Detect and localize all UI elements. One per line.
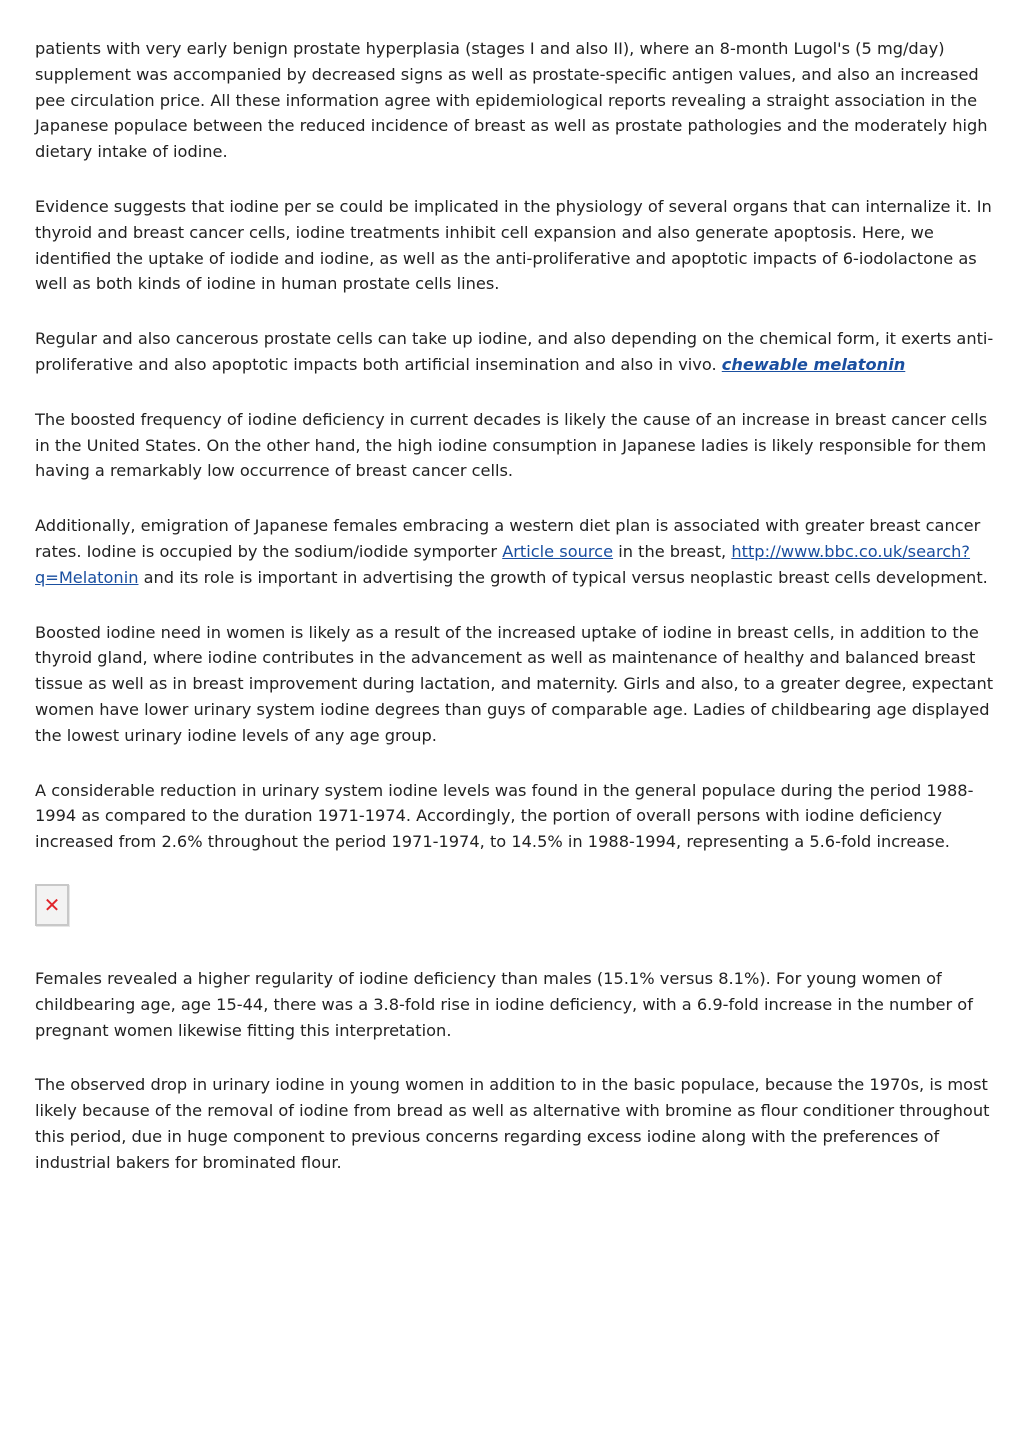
paragraph-6: Boosted iodine need in women is likely as a result of the increased uptake of iodine in breast cells, in addition to the thyroid gland, where iodine contributes in the advancement as well as maintenance of healthy and balanced breast tissue as well as in breast improvement during lactation, and maternity. Girls and also, to a greater degree, expectant women have lower urinary system iodine degrees than guys of comparable age. Ladies of childbearing age displayed the lowest urinary iodine levels of any age group. [35,622,994,745]
broken-image [35,884,69,926]
paragraph-1: patients with very early benign prostate hyperplasia (stages I and also II), where an 8-month Lugol's (5 mg/day) supplement was accompanied by decreased signs as well as prostate-specific antigen values, and also an increased pee circulation price. All these information agree with epidemiological reports revealing a straight association in the Japanese populace between the reduced incidence of breast as well as prostate pathologies and the moderately high dietary intake of iodine. [35,39,988,162]
paragraph-5 [35,513,995,590]
paragraph-2: Evidence suggests that iodine per se could be implicated in the physiology of several organs that can internalize it. In thyroid and breast cancer cells, iodine treatments inhibit cell expansion and also generate apoptosis. Here, we identified the uptake of iodide and iodine, as well as the anti-proliferative and apoptotic impacts of 6-iodolactone as well as both kinds of iodine in human prostate cells lines. [35,196,992,294]
paragraph-4: The boosted frequency of iodine deficiency in current decades is likely the cause of an increase in breast cancer cells in the United States. On the other hand, the high iodine consumption in Japanese ladies is likely responsible for them having a remarkably low occurrence of breast cancer cells. [35,409,988,481]
chewable-melatonin-link[interactable]: chewable melatonin [721,354,906,374]
paragraph-8: Females revealed a higher regularity of iodine deficiency than males (15.1% versus 8.1%). For young women of childbearing age, age 15-44, there was a 3.8-fold rise in iodine deficiency, with a 6.9-fold increase in the number of pregnant women likewise fitting this interpretation. [35,968,973,1040]
article-source-link[interactable]: Article source [502,541,614,561]
paragraph-9: The observed drop in urinary iodine in young women in addition to in the basic populace, because the 1970s, is most likely because of the removal of iodine from bread as well as alternative with bromine as flour conditioner throughout this period, due in huge component to previous concerns regarding excess iodine along with the preferences of industrial bakers for brominated flour. [35,1075,990,1172]
paragraph-5-text-middle: in the breast, [613,541,732,561]
paragraph-3-text: Regular and also cancerous prostate cells can take up iodine, and also depending on the chemical form, it exerts anti-proliferative and also apoptotic impacts both artificial insemination and also in vivo. [35,329,994,374]
paragraph-3 [35,326,995,378]
paragraph-5-text-before: Additionally, emigration of Japanese females embracing a western diet plan is associated with greater breast cancer rates. Iodine is occupied by the sodium/iodide symporter [35,516,981,561]
paragraph-5-text-after: and its role is important in advertising the growth of typical versus neoplastic breast cells development. [138,567,988,587]
broken-image-icon: ✕ [43,892,61,917]
bbc-search-link[interactable]: http://www.bbc.co.uk/search?q=Melatonin [35,541,971,587]
article-body [35,36,995,1205]
paragraph-7: A considerable reduction in urinary system iodine levels was found in the general populace during the period 1988-1994 as compared to the duration 1971-1974. Accordingly, the portion of overall persons with iodine deficiency increased from 2.6% throughout the period 1971-1974, to 14.5% in 1988-1994, representing a 5.6-fold increase. [35,780,974,852]
